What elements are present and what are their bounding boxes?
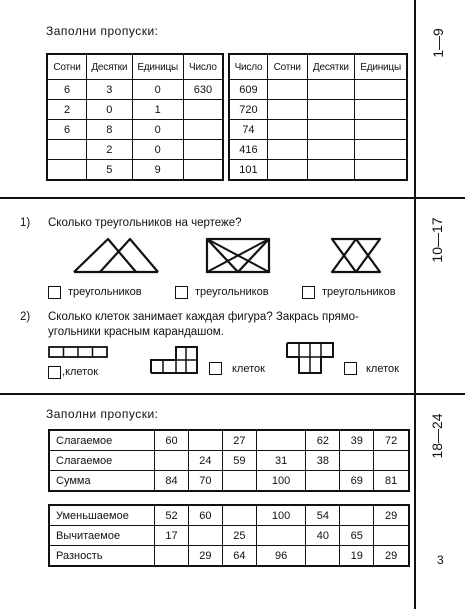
triangles-figure-3 (330, 236, 382, 274)
question1-number: 1) (20, 217, 31, 229)
table-cell (307, 140, 355, 160)
table-cell: 62 (306, 430, 340, 451)
table-cell (256, 430, 306, 451)
section-divider-1 (0, 197, 465, 199)
table-cell (306, 471, 340, 492)
table-cell: 65 (340, 526, 374, 546)
table-cell (267, 80, 307, 100)
addition-table (48, 429, 410, 492)
table-cell: 8 (87, 120, 132, 140)
table-cell: 39 (340, 430, 374, 451)
table-cell: 60 (188, 505, 222, 526)
row-label: Разность (49, 546, 155, 567)
table-cell: 24 (188, 451, 222, 471)
table-cell: 630 (183, 80, 223, 100)
section2-side-label: 10—17 (429, 217, 445, 263)
question2-number: 2) (20, 311, 31, 323)
table-cell: 609 (229, 80, 267, 100)
table-cell: 0 (87, 100, 132, 120)
table-cell: 9 (132, 160, 183, 181)
table-cell: 84 (155, 471, 189, 492)
table-cell (307, 120, 355, 140)
answer-box[interactable] (48, 286, 61, 299)
question1-text: Сколько треугольников на чертеже? (48, 217, 242, 229)
page-number: 3 (437, 553, 444, 567)
answer-box[interactable] (344, 362, 357, 375)
section1-side-label: 1—9 (430, 28, 446, 58)
table-cell (47, 140, 87, 160)
table-cell: 70 (188, 471, 222, 492)
table-cell: 29 (374, 546, 409, 567)
table-cell (267, 100, 307, 120)
table-cell (355, 100, 407, 120)
table-cell: 69 (340, 471, 374, 492)
table-cell: 3 (87, 80, 132, 100)
table-cell (374, 526, 409, 546)
table-cell: 416 (229, 140, 267, 160)
row-label: Слагаемое (49, 451, 155, 471)
question2-text-line1: Сколько клеток занимает каждая фигура? Закрась прямо- (48, 311, 359, 323)
table-cell (183, 100, 223, 120)
table-cell: 81 (374, 471, 409, 492)
table-cell (222, 505, 256, 526)
table-cell (355, 140, 407, 160)
table-cell (188, 430, 222, 451)
row-label: Сумма (49, 471, 155, 492)
table-cell: 38 (306, 451, 340, 471)
header-cell: Единицы (355, 54, 407, 80)
answer-box[interactable] (209, 362, 222, 375)
answer-box[interactable] (175, 286, 188, 299)
table-cell (340, 505, 374, 526)
cells-figure-row (48, 346, 108, 358)
table-cell: 54 (306, 505, 340, 526)
cells-label: клеток (232, 363, 265, 375)
table-cell: 0 (132, 80, 183, 100)
table-cell: 17 (155, 526, 189, 546)
table-cell: 27 (222, 430, 256, 451)
header-cell: Число (183, 54, 223, 80)
table-cell (267, 120, 307, 140)
triangle-shape (100, 239, 158, 272)
triangle-shape (332, 239, 380, 272)
table-cell (188, 526, 222, 546)
table-cell: 19 (340, 546, 374, 567)
table-cell (183, 140, 223, 160)
table-cell (155, 546, 189, 567)
table-cell: 2 (87, 140, 132, 160)
cells-label-text: клеток (65, 366, 99, 378)
table-cell (183, 160, 223, 181)
place-value-table-right (228, 53, 408, 181)
cells-label: ,клеток (62, 366, 99, 378)
table-cell (307, 100, 355, 120)
table-cell: 6 (47, 120, 87, 140)
table-cell (355, 160, 407, 181)
section1-title: Заполни пропуски: (46, 24, 159, 38)
table-cell: 59 (222, 451, 256, 471)
table-cell: 1 (132, 100, 183, 120)
table-cell (307, 80, 355, 100)
table-cell (183, 120, 223, 140)
table-cell: 31 (256, 451, 306, 471)
table-cell (222, 471, 256, 492)
triangle-shape (332, 239, 380, 272)
header-cell: Десятки (87, 54, 132, 80)
answer-label: треугольников (68, 286, 142, 298)
table-cell: 0 (132, 120, 183, 140)
table-cell: 64 (222, 546, 256, 567)
table-cell: 72 (374, 430, 409, 451)
table-cell: 101 (229, 160, 267, 181)
right-margin-line (414, 0, 416, 609)
table-cell (355, 120, 407, 140)
triangles-figure-2 (203, 236, 273, 274)
table-cell: 720 (229, 100, 267, 120)
table-cell (355, 80, 407, 100)
table-cell: 74 (229, 120, 267, 140)
table-cell (47, 160, 87, 181)
table-cell (306, 546, 340, 567)
table-cell: 96 (256, 546, 306, 567)
table-cell (340, 451, 374, 471)
header-cell: Сотни (47, 54, 87, 80)
table-cell (267, 140, 307, 160)
subtraction-table (48, 504, 410, 567)
answer-label: треугольников (322, 286, 396, 298)
section3-title: Заполни пропуски: (46, 407, 159, 421)
table-cell: 29 (188, 546, 222, 567)
table-cell: 100 (256, 471, 306, 492)
header-cell: Единицы (132, 54, 183, 80)
table-cell: 5 (87, 160, 132, 181)
place-value-table-left (46, 53, 224, 181)
table-cell (267, 160, 307, 181)
table-cell: 52 (155, 505, 189, 526)
cells-label: клеток (366, 363, 399, 375)
question2-text-line2: угольники красным карандашом. (48, 326, 224, 338)
row-label: Слагаемое (49, 430, 155, 451)
triangles-figure-1 (72, 236, 162, 274)
answer-box[interactable] (48, 366, 61, 379)
table-cell: 6 (47, 80, 87, 100)
header-cell: Десятки (307, 54, 355, 80)
table-cell (155, 451, 189, 471)
table-cell (307, 160, 355, 181)
row-label: Вычитаемое (49, 526, 155, 546)
table-cell: 0 (132, 140, 183, 160)
row-label: Уменьшаемое (49, 505, 155, 526)
cells-figure-t (286, 342, 334, 374)
answer-box[interactable] (302, 286, 315, 299)
table-cell: 25 (222, 526, 256, 546)
table-cell: 29 (374, 505, 409, 526)
header-cell: Сотни (267, 54, 307, 80)
table-cell: 100 (256, 505, 306, 526)
table-cell (374, 451, 409, 471)
answer-label: треугольников (195, 286, 269, 298)
table-cell: 2 (47, 100, 87, 120)
table-cell (256, 526, 306, 546)
section3-side-label: 18—24 (429, 413, 445, 459)
table-cell: 60 (155, 430, 189, 451)
section-divider-2 (0, 393, 465, 395)
cells-figure-l (150, 346, 198, 374)
table-cell: 40 (306, 526, 340, 546)
header-cell: Число (229, 54, 267, 80)
